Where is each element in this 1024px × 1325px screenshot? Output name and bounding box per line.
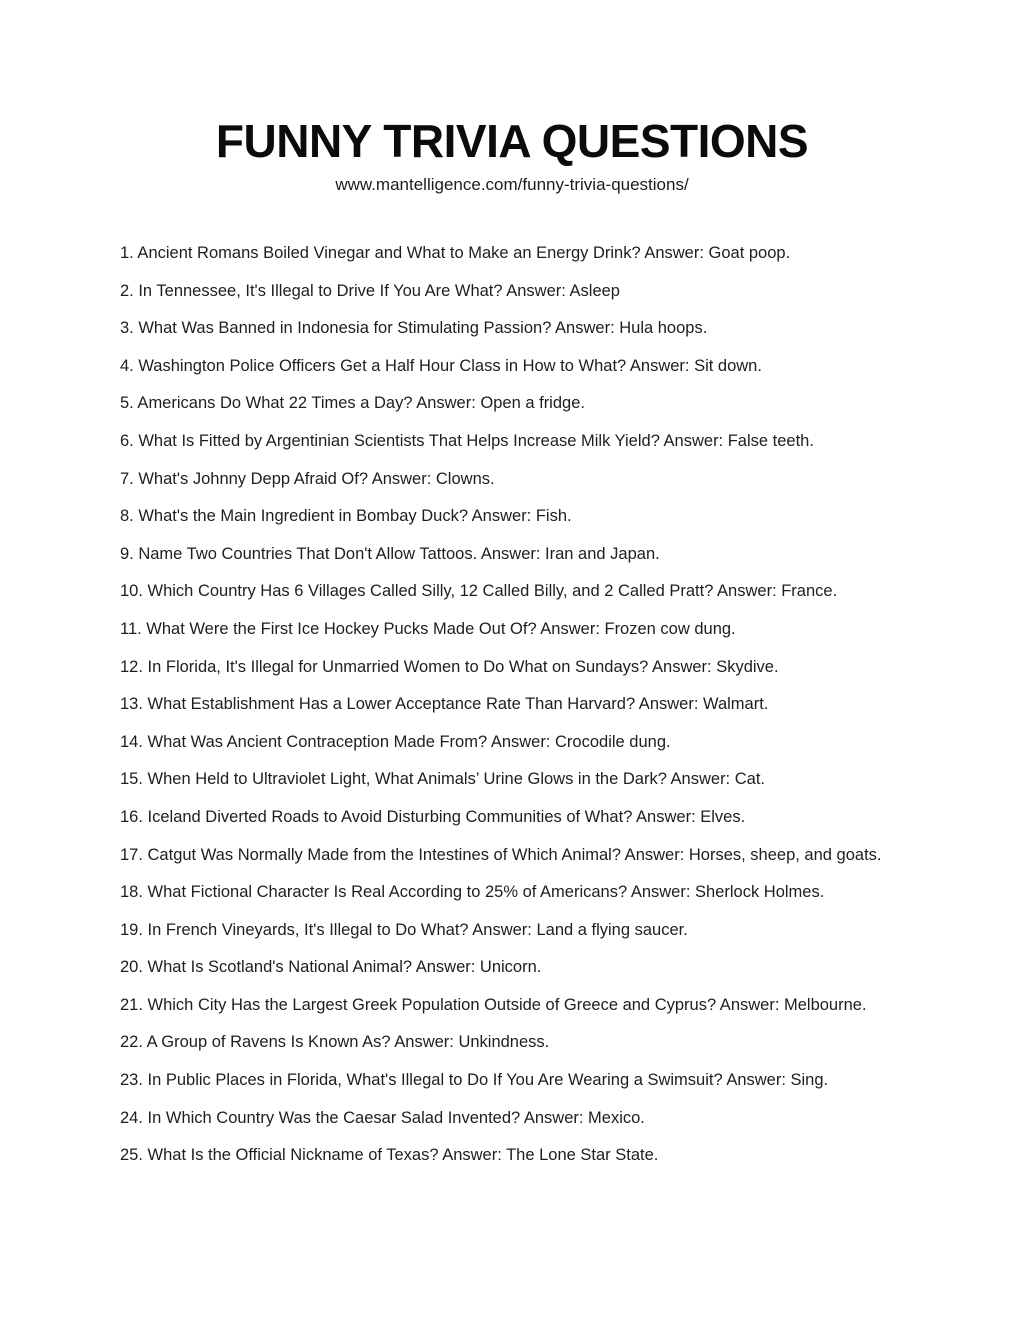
- trivia-question: 21. Which City Has the Largest Greek Population Outside of Greece and Cyprus? Answer: Melbourne.: [120, 995, 867, 1014]
- trivia-question: 3. What Was Banned in Indonesia for Stimulating Passion? Answer: Hula hoops.: [120, 319, 708, 338]
- trivia-question: 14. What Was Ancient Contraception Made From? Answer: Crocodile dung.: [120, 732, 671, 751]
- trivia-question: 7. What's Johnny Depp Afraid Of? Answer: Clowns.: [120, 469, 495, 488]
- trivia-question: 9. Name Two Countries That Don't Allow Tattoos. Answer: Iran and Japan.: [120, 544, 660, 563]
- trivia-question: 16. Iceland Diverted Roads to Avoid Disturbing Communities of What? Answer: Elves.: [120, 807, 746, 826]
- trivia-question: 25. What Is the Official Nickname of Texas? Answer: The Lone Star State.: [120, 1146, 659, 1165]
- trivia-question: 23. In Public Places in Florida, What's Illegal to Do If You Are Wearing a Swimsuit? Answer: Sing.: [120, 1071, 829, 1090]
- document-header: [0, 0, 1024, 195]
- trivia-question: 24. In Which Country Was the Caesar Salad Invented? Answer: Mexico.: [120, 1108, 645, 1127]
- trivia-question: 17. Catgut Was Normally Made from the Intestines of Which Animal? Answer: Horses, sheep, and goats.: [120, 845, 882, 864]
- trivia-question: 8. What's the Main Ingredient in Bombay Duck? Answer: Fish.: [120, 507, 572, 526]
- page-url: www.mantelligence.com/funny-trivia-questions/: [335, 175, 689, 194]
- trivia-question: 11. What Were the First Ice Hockey Pucks Made Out Of? Answer: Frozen cow dung.: [120, 619, 736, 638]
- trivia-question: 13. What Establishment Has a Lower Acceptance Rate Than Harvard? Answer: Walmart.: [120, 695, 769, 714]
- trivia-question: 10. Which Country Has 6 Villages Called Silly, 12 Called Billy, and 2 Called Pratt? Answer: France.: [120, 582, 838, 601]
- trivia-question: 18. What Fictional Character Is Real According to 25% of Americans? Answer: Sherlock Holmes.: [120, 883, 825, 902]
- trivia-question: 12. In Florida, It's Illegal for Unmarried Women to Do What on Sundays? Answer: Skydive.: [120, 657, 779, 676]
- trivia-question: 4. Washington Police Officers Get a Half Hour Class in How to What? Answer: Sit down.: [120, 356, 762, 375]
- page-title: FUNNY TRIVIA QUESTIONS: [215, 115, 809, 167]
- trivia-question: 22. A Group of Ravens Is Known As? Answer: Unkindness.: [120, 1033, 550, 1052]
- trivia-question: 19. In French Vineyards, It's Illegal to Do What? Answer: Land a flying saucer.: [120, 920, 688, 939]
- trivia-question: 5. Americans Do What 22 Times a Day? Answer: Open a fridge.: [120, 394, 585, 413]
- trivia-question: 2. In Tennessee, It's Illegal to Drive If You Are What? Answer: Asleep: [120, 281, 620, 300]
- trivia-question: 15. When Held to Ultraviolet Light, What Animals’ Urine Glows in the Dark? Answer: Cat.: [120, 770, 765, 789]
- trivia-question: 6. What Is Fitted by Argentinian Scientists That Helps Increase Milk Yield? Answer: False teeth.: [120, 431, 814, 450]
- trivia-question: 1. Ancient Romans Boiled Vinegar and What to Make an Energy Drink? Answer: Goat poop.: [120, 244, 791, 262]
- question-list: [120, 242, 934, 1166]
- trivia-question: 20. What Is Scotland's National Animal? Answer: Unicorn.: [120, 958, 542, 977]
